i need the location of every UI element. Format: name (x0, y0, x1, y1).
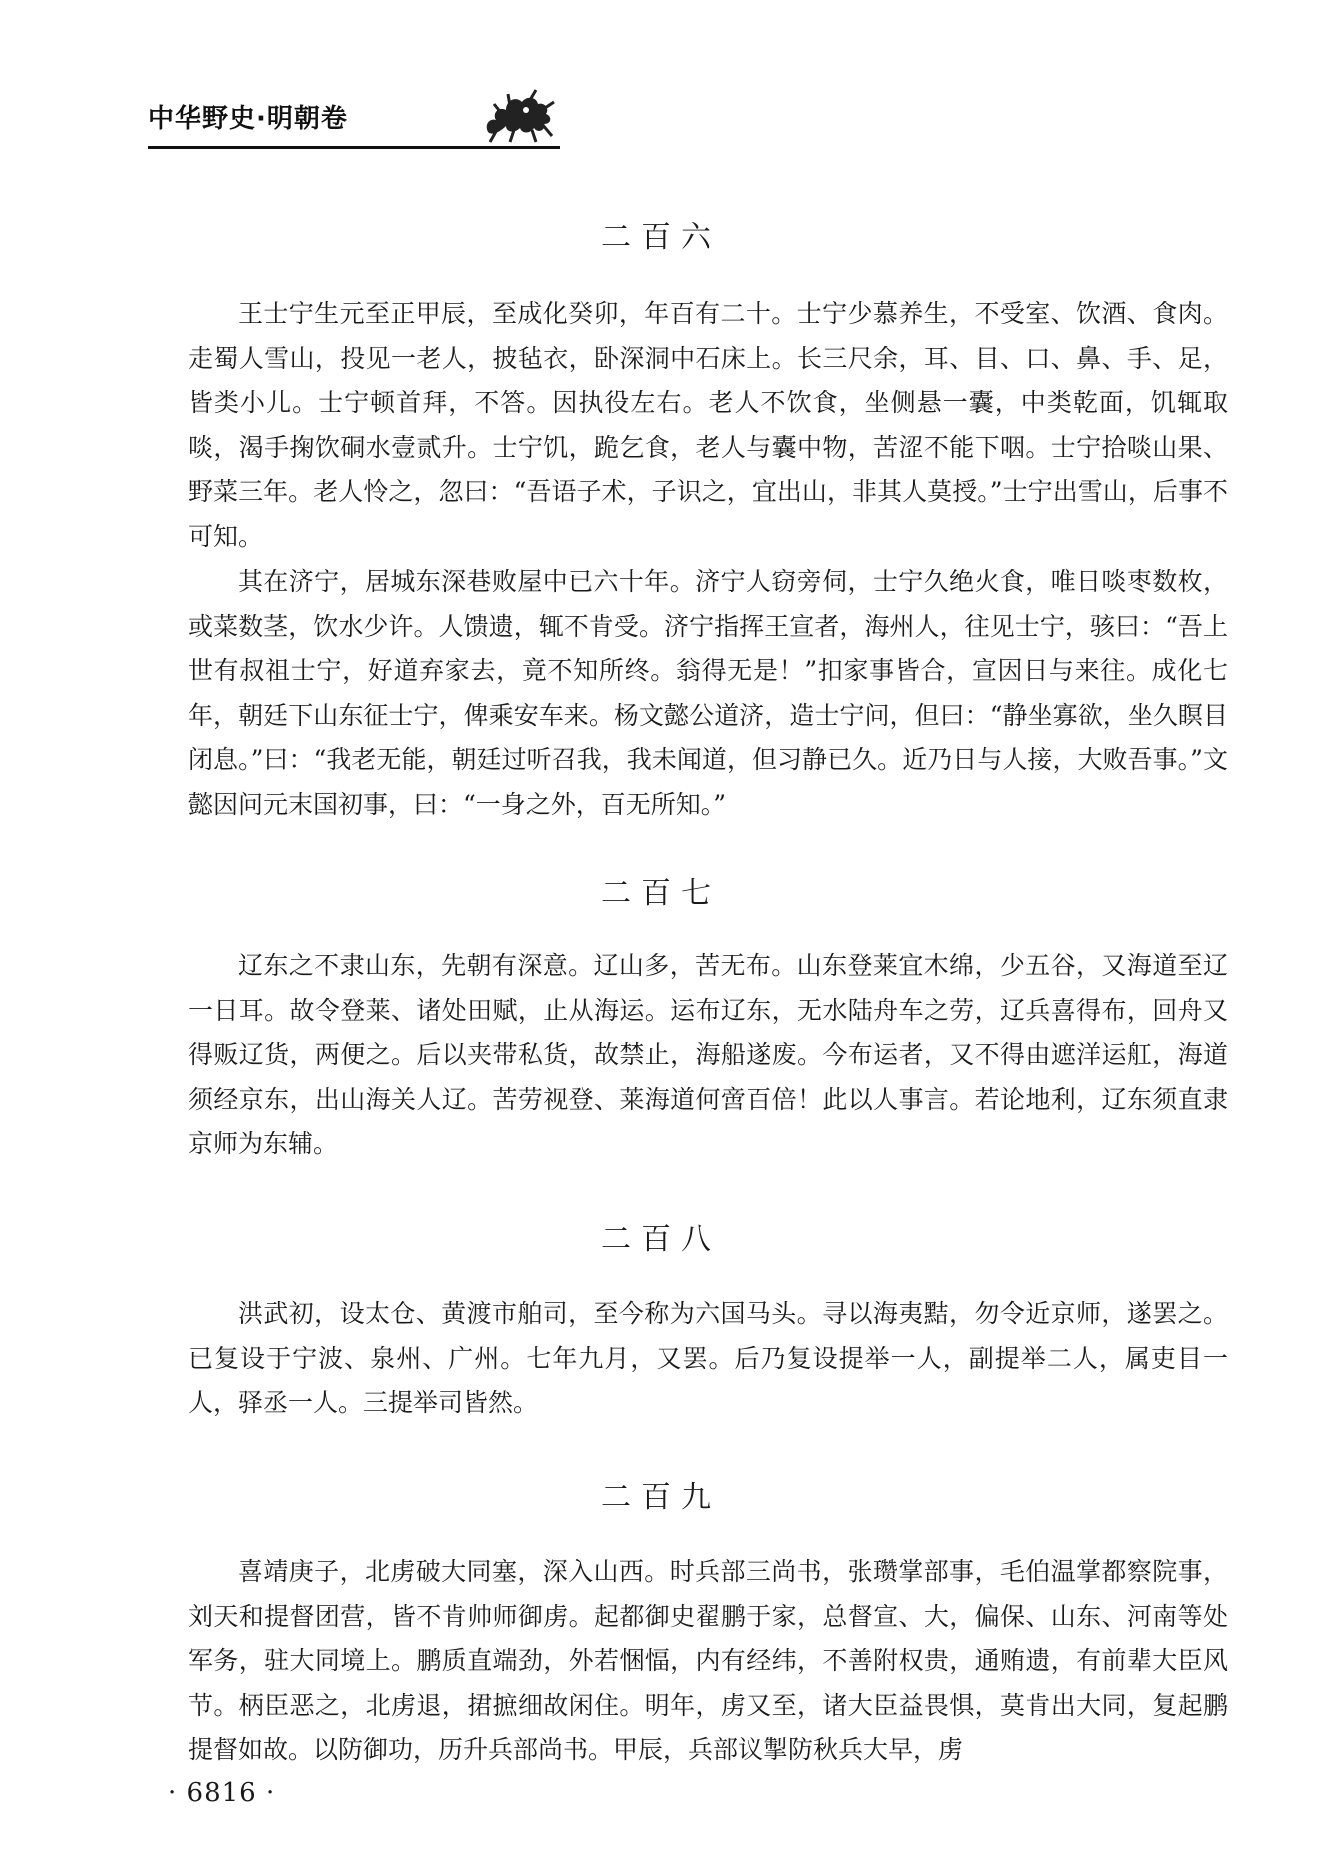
section-heading: 二百七 (601, 876, 721, 911)
running-header (148, 88, 560, 148)
paragraph: 辽东之不隶山东，先朝有深意。辽山多，苦无布。山东登莱宜木绵，少五谷，又海道至辽一日耳。故令登莱、诸处田赋，止从海运。运布辽东，无水陆舟车之劳，辽兵喜得布，回舟又得贩辽货，两便之。后以夹带私货，故禁止，海船遂废。今布运者，又不得由遮洋运舡，海道须经京东，出山海关人辽。苦劳视登、莱海道何啻百倍！此以人事言。若论地利，辽东须直隶京师为东辅。 (188, 951, 1228, 1159)
section-heading: 二百六 (601, 220, 721, 255)
header-rule (148, 146, 560, 149)
paragraph: 喜靖庚子，北虏破大同塞，深入山西。时兵部三尚书，张瓒掌部事，毛伯温掌都察院事，刘天和提督团营，皆不肯帅师御虏。起都御史翟鹏于家，总督宣、大，偏保、山东、河南等处军务，驻大同境上。鹏质直端劲，外若悃愊，内有经纬，不善附权贵，通贿遗，有前辈大臣风节。柄臣恶之，北虏退，捃摭细故闲住。明年，虏又至，诸大臣益畏惧，莫肯出大同，复起鹏提督如故。以防御功，历升兵部尚书。甲辰，兵部议掣防秋兵大早，虏 (188, 1557, 1228, 1765)
paragraph: 洪武初，设太仓、黄渡市舶司，至今称为六国马头。寻以海夷黠，勿令近京师，遂罢之。已复设于宁波、泉州、广州。七年九月，又罢。后乃复设提举一人，副提举二人，属吏目一人，驿丞一人。三提举司皆然。 (188, 1299, 1228, 1418)
page-number: · 6816 · (168, 1778, 276, 1808)
section-heading: 二百九 (601, 1480, 721, 1515)
book-title: 中华野史·明朝卷 (148, 104, 348, 134)
dragon-logo-icon (480, 88, 558, 144)
section-heading: 二百八 (601, 1222, 721, 1257)
paragraph: 其在济宁，居城东深巷败屋中已六十年。济宁人窃旁伺，士宁久绝火食，唯日啖枣数枚，或菜数茎，饮水少许。人馈遗，辄不肯受。济宁指挥王宣者，海州人，往见士宁，骇曰：“吾上世有叔祖士宁，好道弃家去，竟不知所终。翁得无是！”扣家事皆合，宣因日与来往。成化七年，朝廷下山东征士宁，俾乘安车来。杨文懿公道济，造士宁问，但曰：“静坐寡欲，坐久瞑目闭息。”曰：“我老无能，朝廷过听召我，我未闻道，但习静已久。近乃日与人接，大败吾事。”文懿因问元末国初事，曰：“一身之外，百无所知。” (188, 567, 1228, 819)
paragraph: 王士宁生元至正甲辰，至成化癸卯，年百有二十。士宁少慕养生，不受室、饮酒、食肉。走蜀人雪山，投见一老人，披毡衣，卧深洞中石床上。长三尺余，耳、目、口、鼻、手、足，皆类小儿。士宁顿首拜，不答。因执役左右。老人不饮食，坐侧悬一囊，中类乾面，饥辄取啖，渴手掬饮硐水壹贰升。士宁饥，跪乞食，老人与囊中物，苦涩不能下咽。士宁拾啖山果、野菜三年。老人怜之，忽曰：“吾语子术，子识之，宜出山，非其人莫授。”士宁出雪山，后事不可知。 (188, 299, 1228, 551)
